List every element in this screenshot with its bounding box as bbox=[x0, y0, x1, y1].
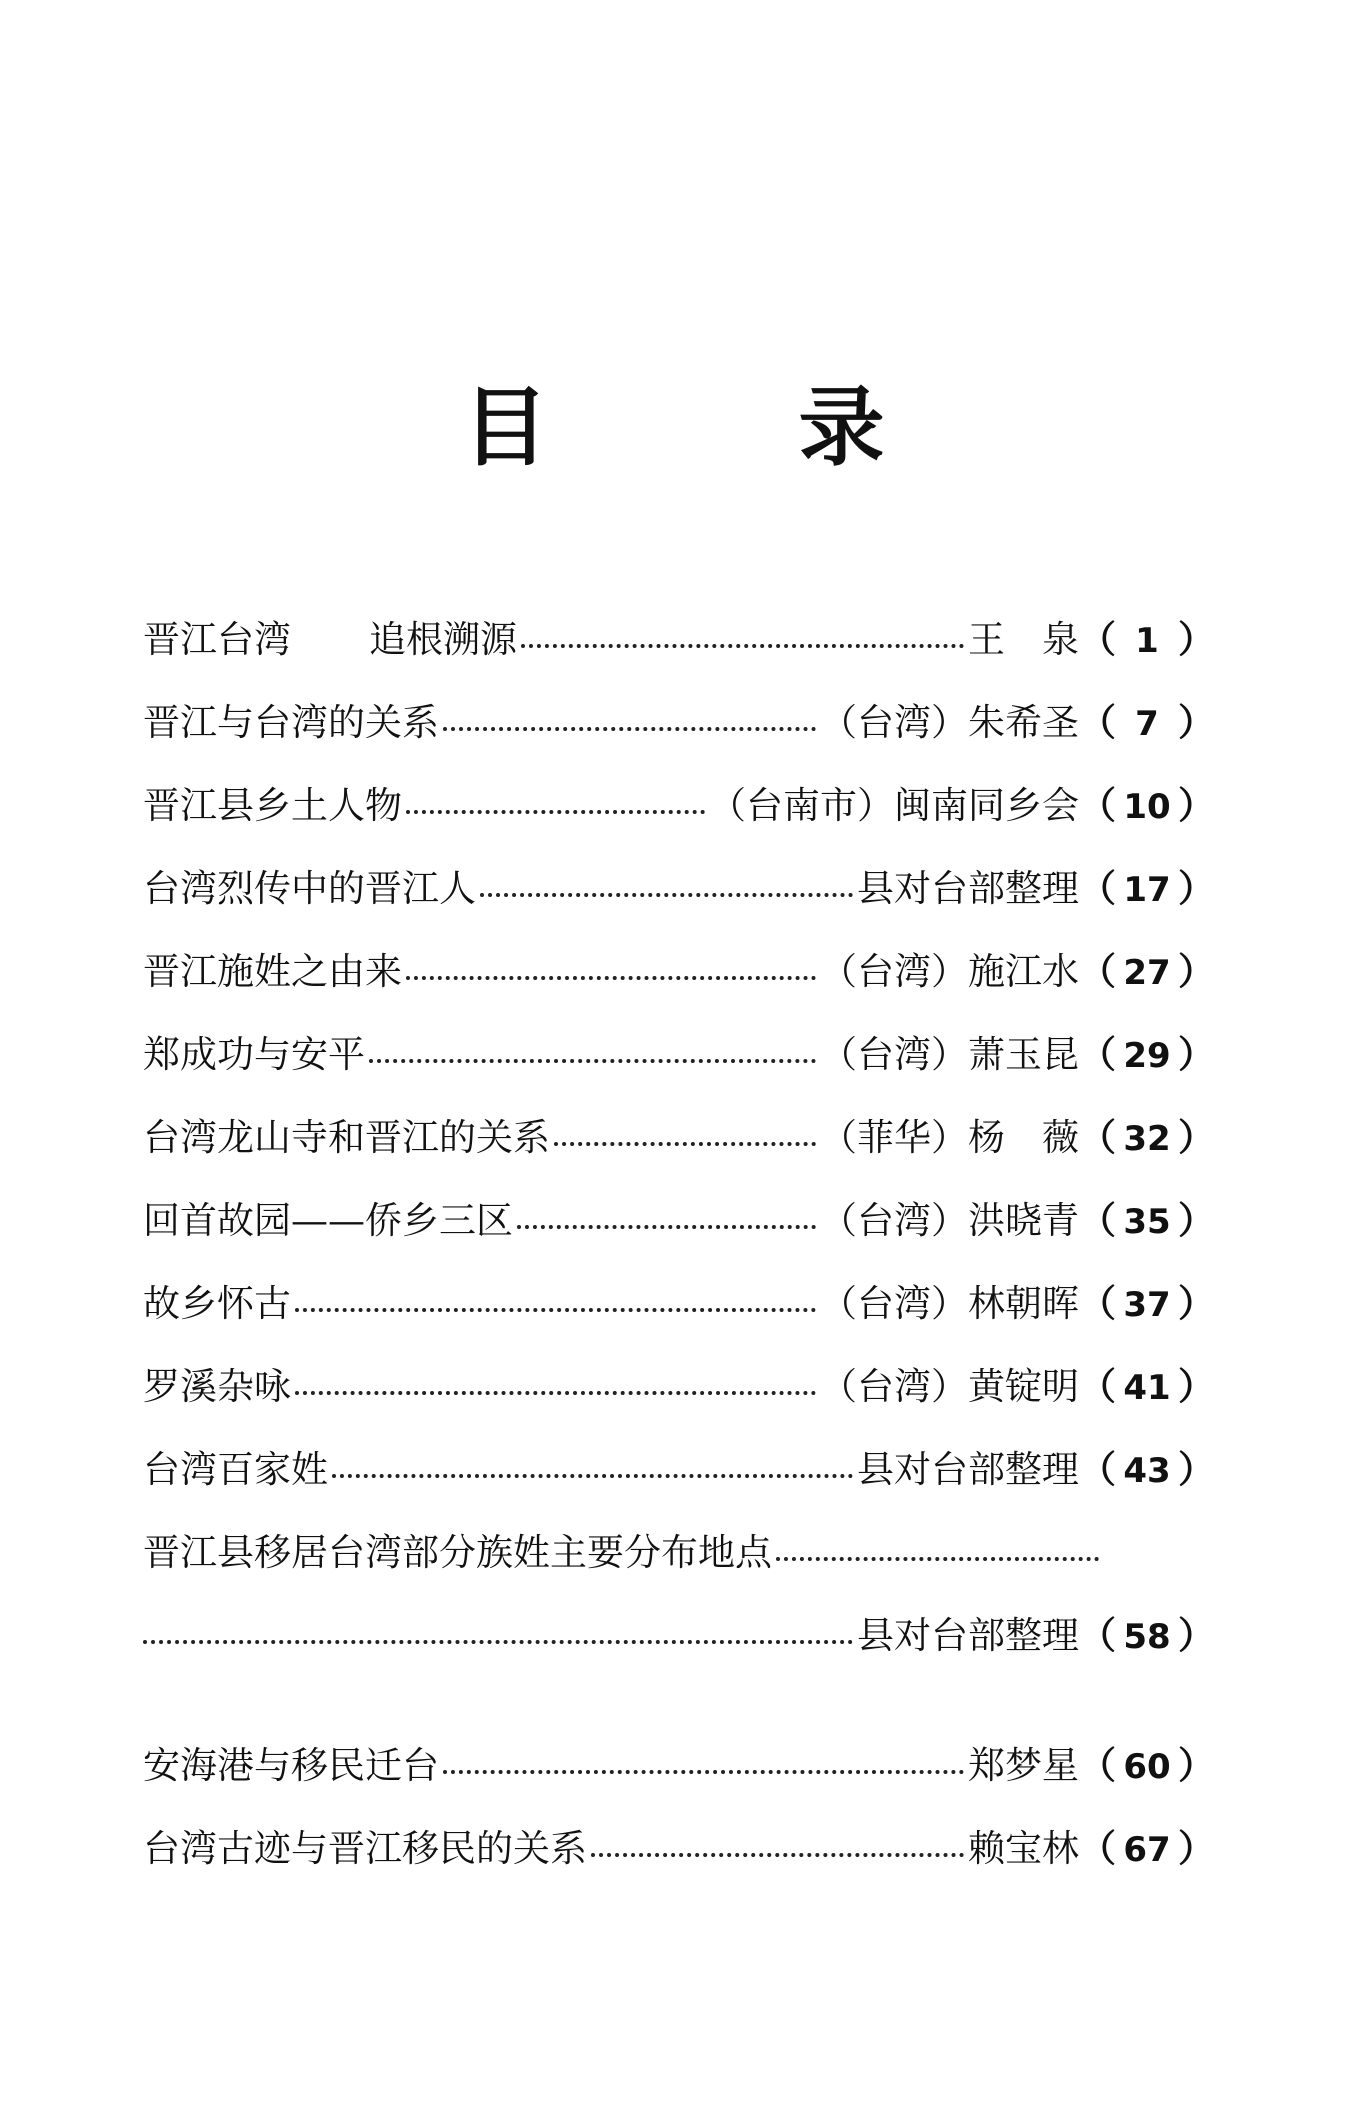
toc-entry-author: 县对台部整理 bbox=[857, 867, 1079, 910]
toc-entry-page: （ 43 ） bbox=[1079, 1448, 1215, 1491]
toc-entry-page: （ 37 ） bbox=[1079, 1282, 1215, 1325]
toc-entry-page: （ 7 ） bbox=[1079, 701, 1215, 744]
toc-entry-page: （ 1 ） bbox=[1079, 618, 1215, 661]
toc-entry-1[interactable] bbox=[143, 608, 1215, 664]
toc-entry-12-line-1[interactable] bbox=[143, 1521, 1103, 1577]
toc-entry-title: 回首故园——侨乡三区 bbox=[143, 1199, 513, 1242]
toc-entry-author: （菲华）杨 薇 bbox=[820, 1116, 1079, 1159]
toc-entry-title: 晋江与台湾的关系 bbox=[143, 701, 439, 744]
toc-entry-author: 赖宝林 bbox=[968, 1827, 1079, 1870]
toc-entry-title: 晋江县乡土人物 bbox=[143, 784, 402, 827]
toc-entry-author: （台湾）洪晓青 bbox=[820, 1199, 1079, 1242]
toc-entry-author: （台湾）萧玉昆 bbox=[820, 1033, 1079, 1076]
toc-entry-page: （ 35 ） bbox=[1079, 1199, 1215, 1242]
toc-entry-page: （ 29 ） bbox=[1079, 1033, 1215, 1076]
dot-leader bbox=[295, 1391, 816, 1395]
toc-entry-page: （ 60 ） bbox=[1079, 1744, 1215, 1787]
toc-entry-title: 郑成功与安平 bbox=[143, 1033, 365, 1076]
toc-entry-page: （ 32 ） bbox=[1079, 1116, 1215, 1159]
toc-entry-2[interactable] bbox=[143, 691, 1215, 747]
toc-entry-page: （ 17 ） bbox=[1079, 867, 1215, 910]
dot-leader bbox=[554, 1142, 816, 1146]
toc-entry-author: 县对台部整理 bbox=[857, 1448, 1079, 1491]
dot-leader bbox=[480, 893, 853, 897]
toc-entry-title: 晋江施姓之由来 bbox=[143, 950, 402, 993]
dot-leader bbox=[591, 1853, 964, 1857]
dot-leader bbox=[332, 1474, 853, 1478]
toc-entry-title: 罗溪杂咏 bbox=[143, 1365, 291, 1408]
toc-entry-page: （ 10 ） bbox=[1079, 784, 1215, 827]
toc-entry-title: 安海港与移民迁台 bbox=[143, 1744, 439, 1787]
toc-entry-title: 台湾百家姓 bbox=[143, 1448, 328, 1491]
dot-leader bbox=[443, 727, 816, 731]
toc-entry-6[interactable] bbox=[143, 1023, 1215, 1079]
dot-leader bbox=[295, 1308, 816, 1312]
toc-entry-title: 台湾烈传中的晋江人 bbox=[143, 867, 476, 910]
toc-entry-page: （ 27 ） bbox=[1079, 950, 1215, 993]
dot-leader bbox=[406, 976, 816, 980]
toc-entry-author: （台湾）黄锭明 bbox=[820, 1365, 1079, 1408]
toc-entry-12-line-2[interactable] bbox=[143, 1604, 1215, 1660]
toc-entry-8[interactable] bbox=[143, 1189, 1215, 1245]
toc-entry-page: （ 41 ） bbox=[1079, 1365, 1215, 1408]
toc-entry-3[interactable] bbox=[143, 774, 1215, 830]
toc-entry-13[interactable] bbox=[143, 1734, 1215, 1790]
toc-entry-author: （台南市）闽南同乡会 bbox=[709, 784, 1079, 827]
dot-leader bbox=[517, 1225, 816, 1229]
toc-entry-author: 王 泉 bbox=[968, 618, 1079, 661]
toc-entry-title: 故乡怀古 bbox=[143, 1282, 291, 1325]
toc-entry-author: 郑梦星 bbox=[968, 1744, 1079, 1787]
toc-entry-14[interactable] bbox=[143, 1817, 1215, 1873]
toc-entry-title: 晋江县移居台湾部分族姓主要分布地点 bbox=[143, 1531, 772, 1574]
toc-entry-11[interactable] bbox=[143, 1438, 1215, 1494]
toc-entry-10[interactable] bbox=[143, 1355, 1215, 1411]
dot-leader bbox=[521, 644, 964, 648]
page-title: 目 录 bbox=[462, 377, 995, 478]
toc-entry-page: （ 67 ） bbox=[1079, 1827, 1215, 1870]
toc-entry-title: 台湾龙山寺和晋江的关系 bbox=[143, 1116, 550, 1159]
toc-entry-7[interactable] bbox=[143, 1106, 1215, 1162]
dot-leader bbox=[369, 1059, 816, 1063]
dot-leader bbox=[406, 810, 705, 814]
toc-entry-5[interactable] bbox=[143, 940, 1215, 996]
toc-entry-title: 晋江台湾 追根溯源 bbox=[143, 618, 517, 661]
toc-entry-author: 县对台部整理 bbox=[857, 1614, 1079, 1657]
toc-entry-page: （ 58 ） bbox=[1079, 1614, 1215, 1657]
dot-leader bbox=[443, 1770, 964, 1774]
toc-entry-author: （台湾）施江水 bbox=[820, 950, 1079, 993]
toc-entry-author: （台湾）林朝晖 bbox=[820, 1282, 1079, 1325]
toc-entry-author: （台湾）朱希圣 bbox=[820, 701, 1079, 744]
dot-leader bbox=[776, 1557, 1099, 1561]
toc-entry-9[interactable] bbox=[143, 1272, 1215, 1328]
toc-entry-title: 台湾古迹与晋江移民的关系 bbox=[143, 1827, 587, 1870]
dot-leader bbox=[143, 1640, 853, 1644]
toc-entry-4[interactable] bbox=[143, 857, 1215, 913]
